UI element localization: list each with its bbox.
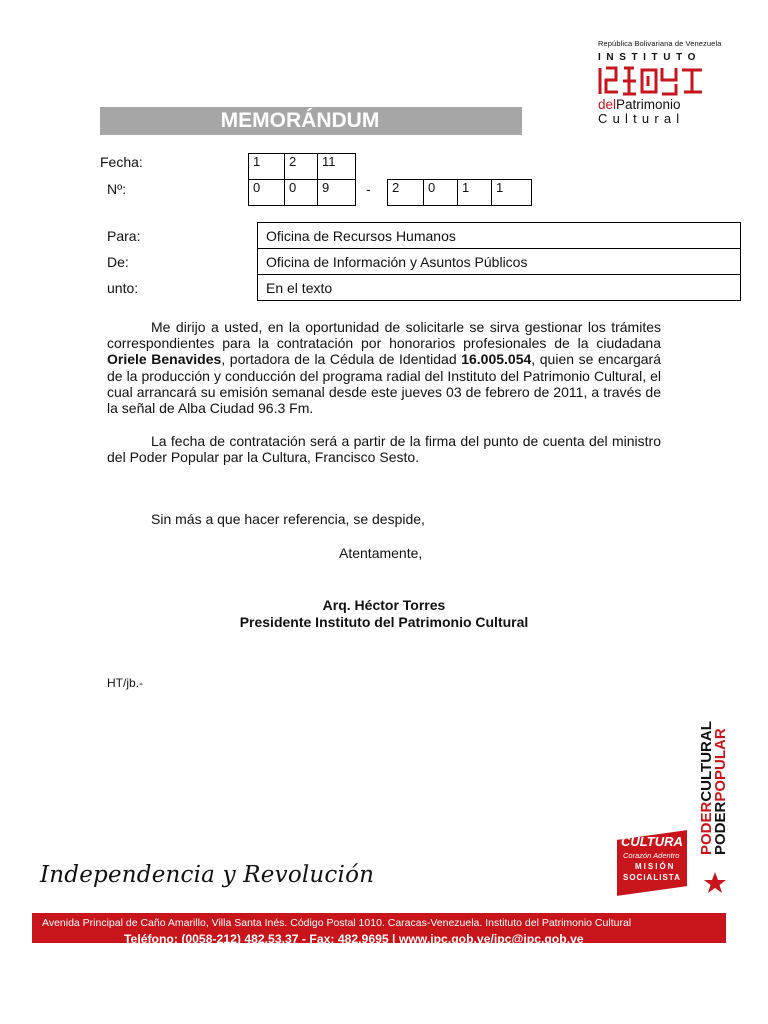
badge-mision: MISIÓN [635, 862, 676, 871]
numero-year-digit: 2 [392, 180, 400, 195]
header-table [104, 222, 741, 301]
body-paragraph-1 [107, 319, 661, 416]
cultura-badge [617, 835, 689, 893]
memo-title: MEMORÁNDUM [220, 109, 380, 132]
asunto-label: unto: [107, 279, 139, 296]
logo-patrimonio-text: Patrimonio [616, 97, 681, 112]
fecha-month: 2 [284, 154, 317, 179]
cultural-word: CULTURAL [698, 721, 715, 802]
numero-year-digit: 1 [491, 180, 531, 205]
numero-digit: 0 [284, 180, 317, 205]
memo-body [107, 319, 661, 466]
logo-cultural-text: Cultural [598, 111, 685, 126]
logo-instituto-text: INSTITUTO [598, 52, 701, 63]
numero-label: Nº: [107, 181, 127, 197]
logo-republic-text: República Bolivariana de Venezuela [598, 39, 722, 48]
badge-socialista: SOCIALISTA [623, 873, 681, 882]
body-p1-name: Oriele Benavides [107, 351, 222, 368]
numero-digit: 0 [253, 180, 261, 195]
poder-line-2 [714, 725, 728, 855]
para-label: Para: [107, 227, 141, 244]
de-label: De: [107, 253, 129, 270]
popular-word: POPULAR [712, 728, 729, 802]
body-p1-a: Me dirijo a usted, en la oportunidad de solicitarle se sirva gestionar los trámites correspondientes para la contratación por honorarios profesionales de la ciudadana [107, 319, 661, 352]
footer-contact: Teléfono: (0058-212) 482.53.37 - Fax: 482.9695 | www.ipc.gob.ve/ipc@ipc.gob.ve [124, 932, 584, 946]
badge-cultura: CULTURA [621, 834, 683, 849]
numero-boxes [248, 179, 356, 206]
logo-patrimonio [598, 97, 681, 112]
de-value: Oficina de Información y Asuntos Públicos [258, 249, 741, 275]
badge-corazon: Corazón Adentro [623, 851, 680, 860]
footer-address: Avenida Principal de Caño Amarillo, Villa Santa Inés. Código Postal 1010. Caracas-Venezuela. Instituto del Patrimonio Cultural [42, 917, 632, 929]
numero-digit: 9 [317, 180, 355, 205]
body-paragraph-2: La fecha de contratación será a partir de la firma del punto de cuenta del ministro del Poder Popular par la Cultura, Francisco Sesto. [107, 433, 661, 466]
de-row [104, 249, 741, 275]
regards-text: Atentamente, [339, 545, 423, 561]
body-p1-b: , portadora de la Cédula de Identidad [221, 351, 462, 368]
signature-position: President​e Instituto del Patrimonio Cultural [239, 614, 529, 630]
fecha-label: Fecha: [100, 154, 143, 170]
body-p1-ci: 16.005.054 [461, 351, 532, 368]
asunto-row [104, 275, 741, 301]
fecha-boxes [248, 153, 356, 180]
poder-logo [698, 721, 730, 895]
footer-motto: Independencia y Revolución [40, 862, 375, 888]
numero-year-digit: 1 [457, 180, 491, 205]
logo-del-text: del [598, 97, 617, 112]
initials: HT/jb.- [107, 676, 143, 690]
numero-year-digit: 0 [423, 180, 457, 205]
fecha-year: 11 [317, 154, 355, 179]
numero-year-boxes [387, 179, 532, 206]
signature-name: Arq. Héctor Torres [322, 597, 446, 613]
asunto-value: En el texto [258, 275, 741, 301]
para-row [104, 223, 741, 249]
closing-text: Sin más a que hacer referencia, se despide, [151, 511, 425, 527]
logo-glyph-icon [598, 66, 706, 96]
numero-separator: - [366, 181, 371, 197]
body-p1-c: , quien se encargará de la producción y conducción del programa radial del Instituto del Patrimonio Cultural, el cual arrancará su emisión semanal desde este jueves 03 de febrero de 2011, a través de la señal de Alba Ciudad 96.3 Fm. [107, 351, 662, 417]
poder-word: PODER [698, 801, 715, 855]
fecha-day: 1 [253, 154, 261, 169]
poder-word-2: PODER [712, 801, 729, 855]
para-value: Oficina de Recursos Humanos [258, 223, 741, 249]
star-icon [703, 871, 727, 895]
